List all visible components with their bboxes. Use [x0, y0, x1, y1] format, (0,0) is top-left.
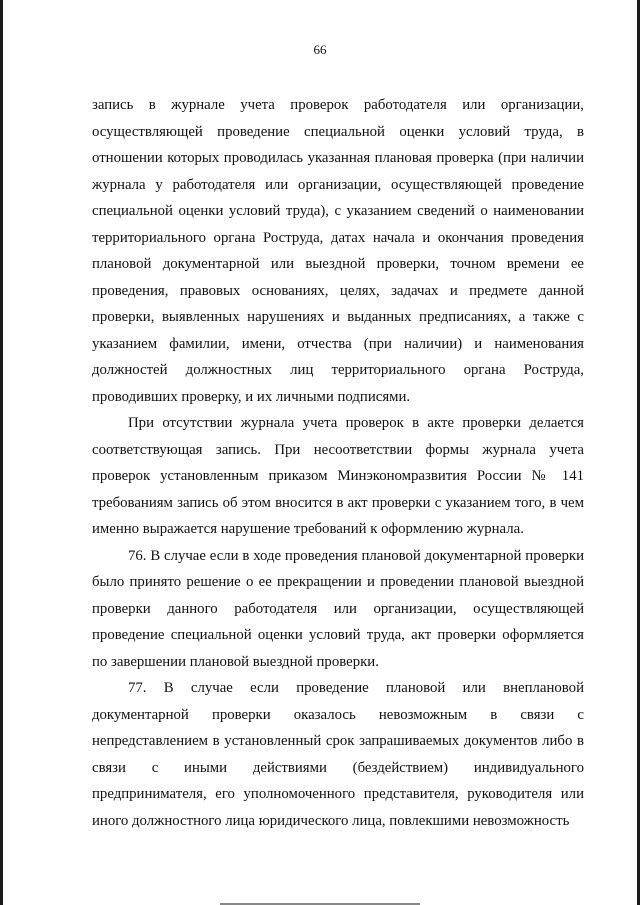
- paragraph-item-77: 77. В случае если проведение плановой или внеплановой документарной проверки оказалось невозможным в связи с непредставлением в установленный срок запрашиваемых документов либо в связи с иными действиями (бездействием) индивидуального предпринимателя, его уполномоченного представителя, руководителя или иного должностного лица юридического лица, повлекшими невозможность: [92, 680, 584, 829]
- paragraph-continuation: запись в журнале учета проверок работодателя или организации, осуществляющей проведение специальной оценки условий труда, в отношении которых проводилась указанная плановая проверка (при наличии журнала у работодателя или организации, осуществляющей проведение специальной оценки условий труда), с указанием сведений о наименовании территориального органа Роструда, датах начала и окончания проведения плановой документарной или выездной проверки, точном времени ее проведения, правовых основаниях, целях, задачах и предмете данной проверки, выявленных нарушениях и выданных предписаниях, а также с указанием фамилии, имени, отчества (при наличии) и наименования должностей должностных лиц территориального органа Роструда, проводивших проверку, и их личными подписями.: [92, 97, 584, 405]
- document-body: [92, 92, 584, 834]
- paragraph-no-journal: При отсутствии журнала учета проверок в акте проверки делается соответствующая запись. При несоответствии формы журнала учета проверок установленным приказом Минэкономразвития России № 141 требованиям запись об этом вносится в акт проверки с указанием того, в чем именно выражается нарушение требований к оформлению журнала.: [92, 415, 584, 537]
- page-number: 66: [313, 42, 327, 57]
- paragraph-item-76: 76. В случае если в ходе проведения плановой документарной проверки было принято решение о ее прекращении и проведении плановой выездной проверки данного работодателя или организации, осуществляющей проведение специальной оценки условий труда, акт проверки оформляется по завершении плановой выездной проверки.: [92, 547, 584, 670]
- scan-edge-left: [0, 0, 3, 905]
